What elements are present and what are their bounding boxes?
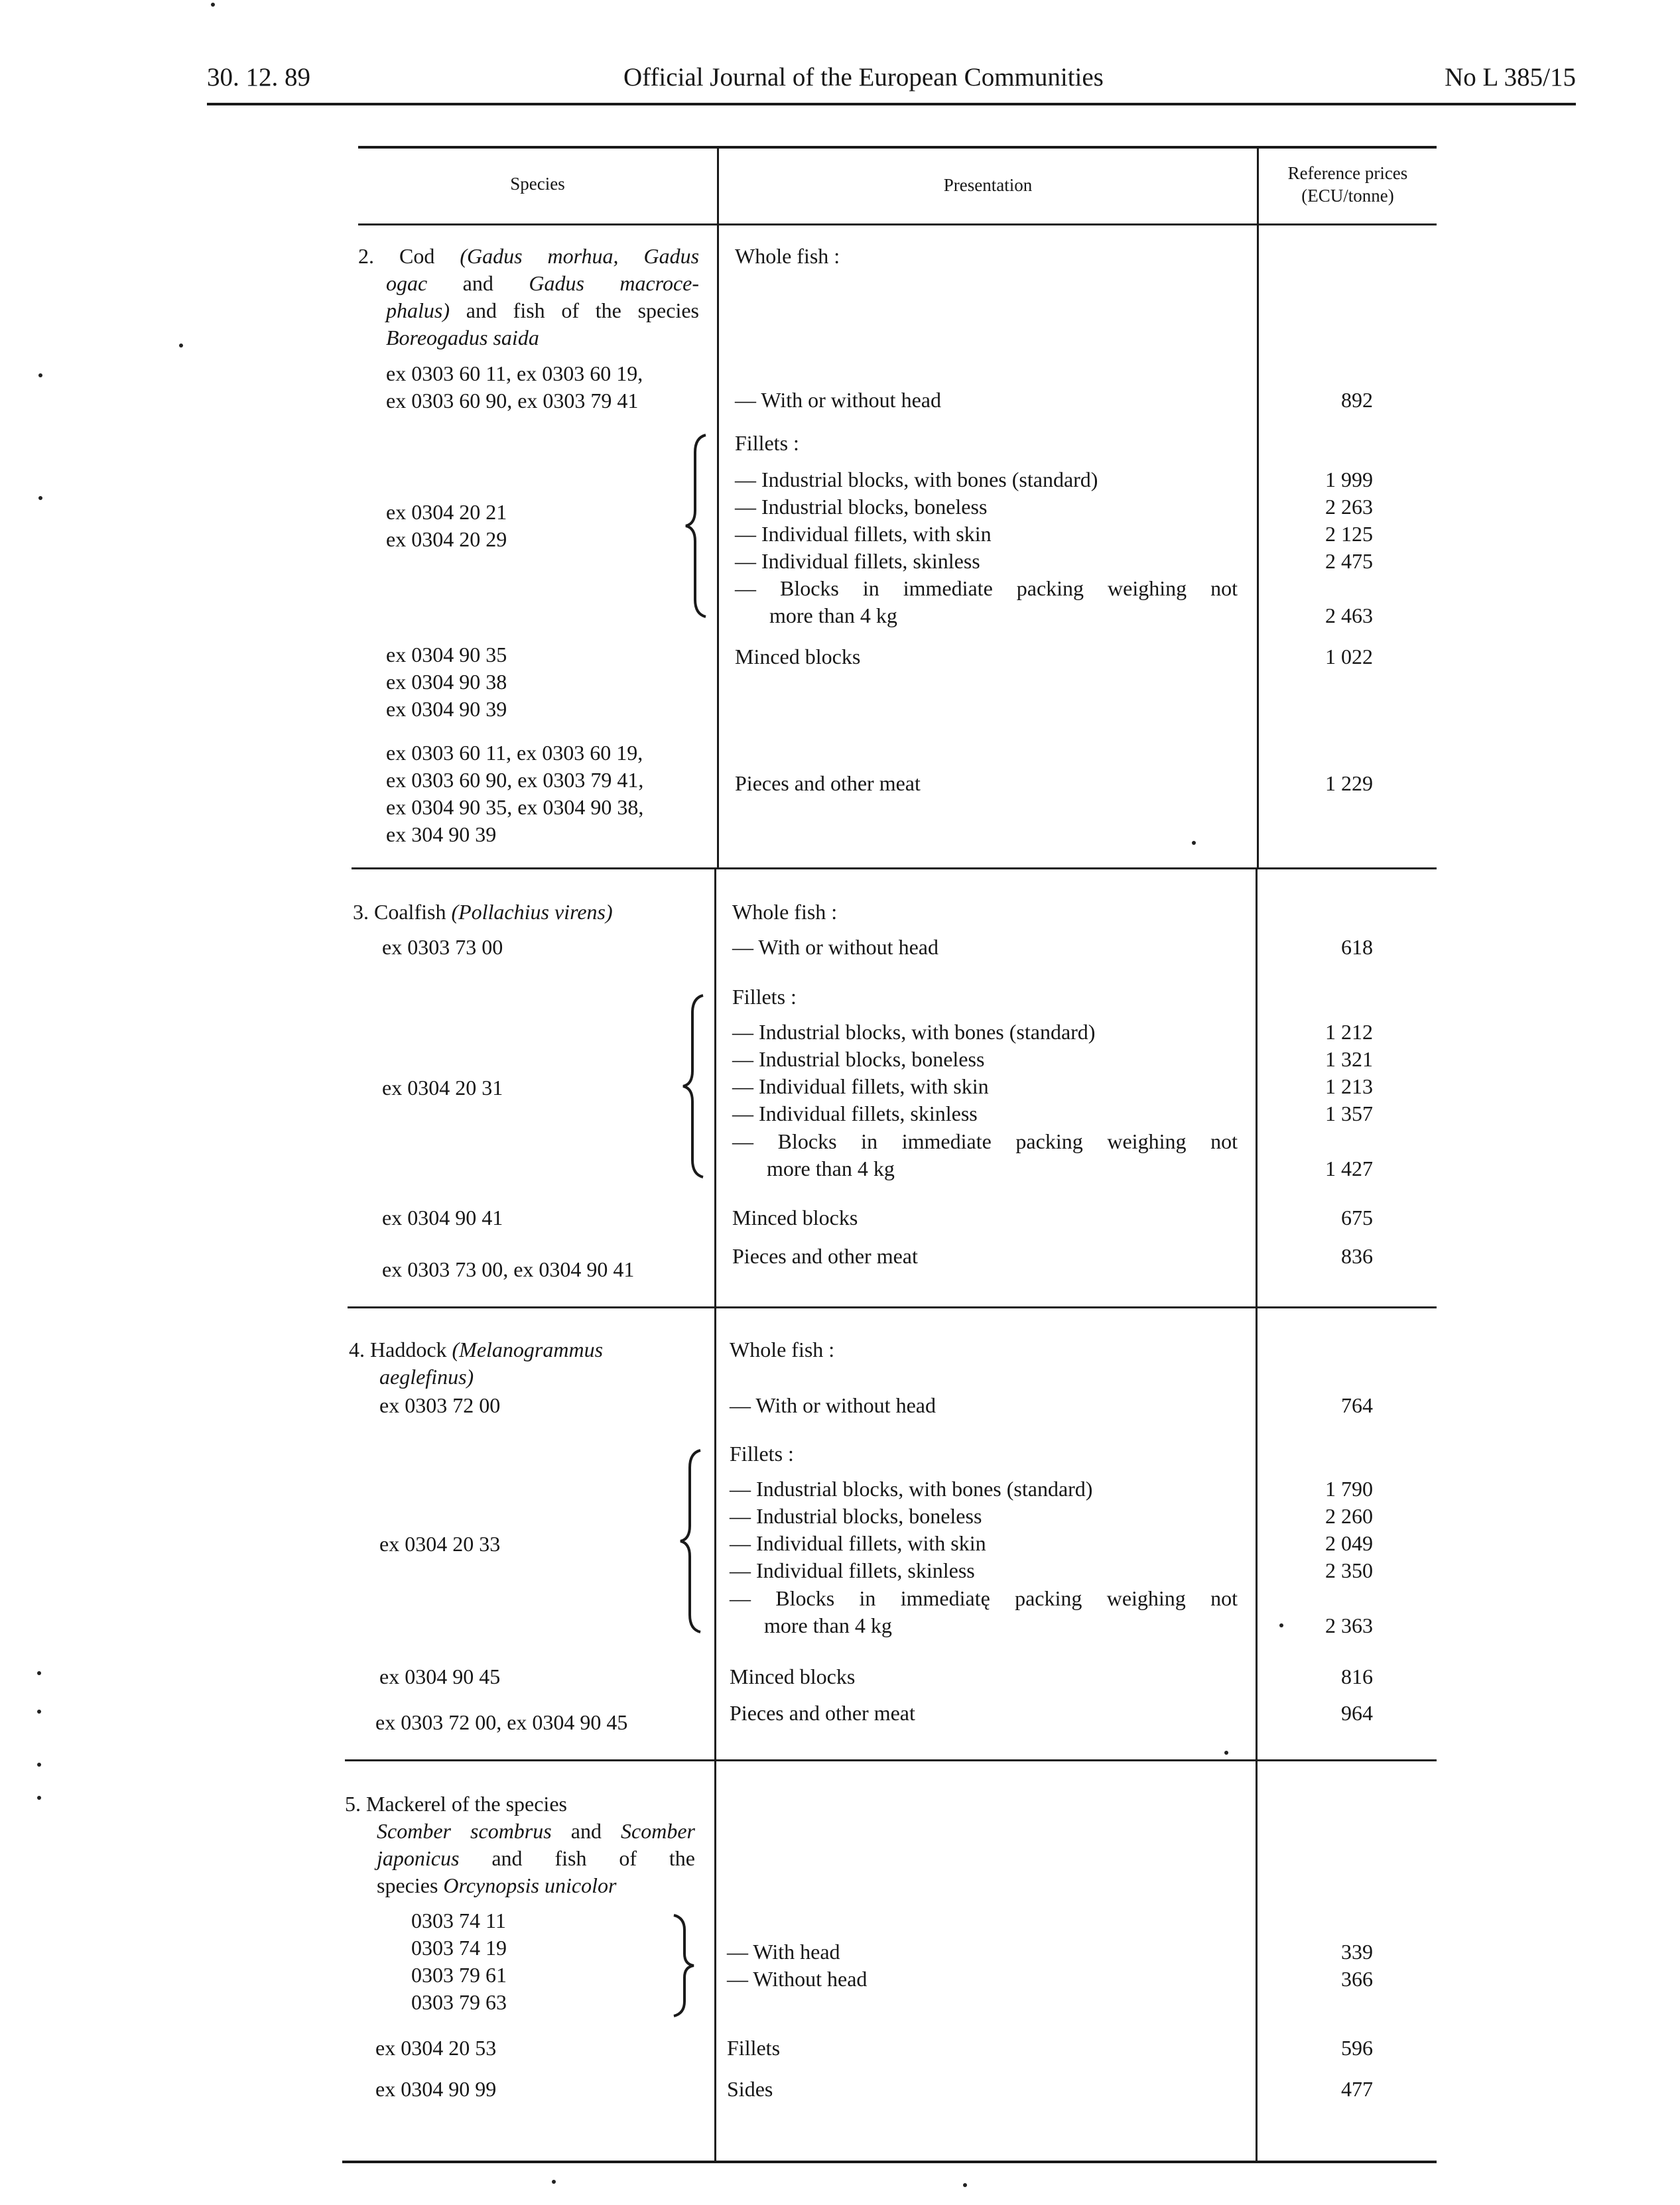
coalfish-code-fillets: ex 0304 20 31 bbox=[382, 1076, 503, 1100]
scan-speck bbox=[38, 373, 42, 377]
cn-code: 0303 74 11 bbox=[411, 1909, 506, 1932]
cn-code: 0303 79 61 bbox=[411, 1963, 507, 1987]
scan-speck bbox=[1279, 1623, 1283, 1627]
cod-blocks-item-2: more than 4 kg bbox=[769, 603, 897, 627]
scan-speck bbox=[37, 1796, 41, 1800]
cn-code: ex 0303 60 11, ex 0303 60 19, bbox=[386, 361, 643, 385]
coalfish-latin: (Pollachius virens) bbox=[451, 900, 613, 924]
coalfish-code-whole: ex 0303 73 00 bbox=[382, 935, 503, 959]
list-item: — Individual fillets, skinless bbox=[730, 1558, 975, 1582]
list-item: — Blocks in immediatę packing weighing not bbox=[730, 1586, 1238, 1610]
price-value: 2 125 bbox=[1325, 522, 1373, 546]
haddock-label: 4. Haddock bbox=[349, 1338, 447, 1361]
haddock-fillets: Fillets : bbox=[730, 1442, 794, 1466]
cod-price-head: 892 bbox=[1341, 388, 1373, 412]
price-value: 1 321 bbox=[1325, 1047, 1373, 1071]
haddock-price-head: 764 bbox=[1341, 1393, 1373, 1417]
header-date: 30. 12. 89 bbox=[207, 63, 310, 92]
cod-minced: Minced blocks bbox=[735, 645, 861, 668]
list-item: — Individual fillets, with skin bbox=[730, 1531, 986, 1555]
mackerel-species-name bbox=[345, 1791, 695, 1899]
coalfish-blocks-item bbox=[732, 1128, 1238, 1155]
cod-species-name bbox=[358, 243, 699, 351]
table-header-rule bbox=[358, 223, 1437, 225]
cod-pieces-price: 1 229 bbox=[1325, 771, 1373, 795]
haddock-pieces: Pieces and other meat bbox=[730, 1701, 915, 1725]
cod-fillet-list bbox=[735, 466, 1098, 575]
mackerel-fillets-price: 596 bbox=[1341, 2036, 1373, 2060]
journal-title: Official Journal of the European Communities bbox=[623, 63, 1104, 92]
coalfish-pieces-price: 836 bbox=[1341, 1244, 1373, 1268]
price-value: 1 790 bbox=[1325, 1477, 1373, 1501]
section-rule-2 bbox=[348, 1306, 1437, 1308]
mackerel-fillets: Fillets bbox=[727, 2036, 781, 2060]
cn-code: ex 0304 90 35, ex 0304 90 38, bbox=[386, 795, 644, 819]
coalfish-pieces: Pieces and other meat bbox=[732, 1244, 918, 1268]
haddock-whole-fish: Whole fish : bbox=[730, 1338, 835, 1361]
brace-icon bbox=[678, 1448, 704, 1635]
haddock-blocks-price: 2 363 bbox=[1325, 1613, 1373, 1637]
coalfish-label: 3. Coalfish bbox=[353, 900, 446, 924]
page-number: No L 385/15 bbox=[1445, 63, 1576, 92]
list-item: — Blocks in immediate packing weighing not bbox=[735, 576, 1238, 600]
coalfish-fillet-prices bbox=[1200, 1019, 1373, 1127]
mackerel-and: and bbox=[570, 1819, 602, 1843]
mackerel-code-sides: ex 0304 90 99 bbox=[375, 2077, 497, 2101]
cn-code: ex 0303 60 11, ex 0303 60 19, bbox=[386, 741, 643, 765]
coalfish-code-minced: ex 0304 90 41 bbox=[382, 1206, 503, 1229]
cod-codes-fillets bbox=[386, 499, 507, 553]
mackerel-price-without-head: 366 bbox=[1341, 1967, 1373, 1991]
mackerel-sides: Sides bbox=[727, 2077, 773, 2101]
table-top-rule bbox=[358, 146, 1437, 149]
scan-speck bbox=[37, 1671, 41, 1675]
mackerel-sides-price: 477 bbox=[1341, 2077, 1373, 2101]
scan-speck bbox=[1192, 841, 1196, 845]
cod-latin-2: ogac bbox=[386, 271, 428, 295]
list-item: — Individual fillets, with skin bbox=[735, 522, 992, 546]
price-value: 2 260 bbox=[1325, 1504, 1373, 1528]
cn-code: 0303 79 63 bbox=[411, 1990, 507, 2014]
header-rule bbox=[207, 103, 1576, 105]
cod-blocks-price: 2 463 bbox=[1325, 603, 1373, 627]
list-item: — Industrial blocks, with bones (standard) bbox=[732, 1020, 1096, 1044]
cn-code: ex 0304 90 39 bbox=[386, 697, 507, 721]
scan-speck bbox=[211, 3, 215, 7]
column-header-species: Species bbox=[510, 174, 565, 194]
coalfish-blocks-item-2: more than 4 kg bbox=[767, 1157, 895, 1180]
haddock-blocks-item bbox=[730, 1585, 1238, 1612]
cn-code: ex 0304 90 38 bbox=[386, 670, 507, 694]
cod-blocks-item bbox=[735, 575, 1238, 602]
coalfish-minced-price: 675 bbox=[1341, 1206, 1373, 1229]
price-value: 2 475 bbox=[1325, 549, 1373, 573]
list-item: — Individual fillets, with skin bbox=[732, 1074, 989, 1098]
cod-fillets: Fillets : bbox=[735, 431, 799, 455]
price-value: 2 049 bbox=[1325, 1531, 1373, 1555]
mackerel-price-with-head: 339 bbox=[1341, 1940, 1373, 1964]
haddock-blocks-item-2: more than 4 kg bbox=[764, 1613, 892, 1637]
cod-pieces: Pieces and other meat bbox=[735, 771, 921, 795]
haddock-latin-2: aeglefinus) bbox=[379, 1365, 474, 1389]
list-item: — Individual fillets, skinless bbox=[735, 549, 980, 573]
cod-codes-pieces bbox=[386, 739, 643, 848]
price-value: 1 212 bbox=[1325, 1020, 1373, 1044]
mackerel-with-head: — With head bbox=[727, 1940, 840, 1964]
cn-code: ex 0303 60 90, ex 0303 79 41, bbox=[386, 768, 644, 792]
haddock-with-or-without-head: — With or without head bbox=[730, 1393, 936, 1417]
price-value: 2 350 bbox=[1325, 1558, 1373, 1582]
list-item: — Industrial blocks, with bones (standard) bbox=[730, 1477, 1093, 1501]
cod-species-text: and fish of the species bbox=[466, 298, 700, 322]
coalfish-with-or-without-head: — With or without head bbox=[732, 935, 938, 959]
brace-icon bbox=[670, 1913, 696, 2019]
mackerel-latin-4: Orcynopsis unicolor bbox=[443, 1873, 617, 1897]
column-header-presentation: Presentation bbox=[943, 175, 1033, 195]
brace-icon bbox=[680, 993, 707, 1180]
list-item: — Individual fillets, skinless bbox=[732, 1102, 978, 1125]
price-value: 1 213 bbox=[1325, 1074, 1373, 1098]
mackerel-latin-2: Scomber bbox=[621, 1819, 695, 1843]
scan-speck bbox=[963, 2183, 967, 2187]
coalfish-price-head: 618 bbox=[1341, 935, 1373, 959]
cod-latin-3: Gadus macroce- bbox=[529, 271, 700, 295]
section-rule-1 bbox=[352, 867, 1437, 869]
cod-latin-4: phalus) bbox=[386, 298, 450, 322]
haddock-code-pieces: ex 0303 72 00, ex 0304 90 45 bbox=[375, 1710, 628, 1734]
price-header-line1: Reference prices bbox=[1287, 163, 1408, 183]
scan-speck bbox=[179, 344, 183, 347]
cn-code: ex 0303 60 90, ex 0303 79 41 bbox=[386, 389, 639, 412]
list-item: — Industrial blocks, with bones (standard) bbox=[735, 468, 1098, 491]
cod-with-or-without-head: — With or without head bbox=[735, 388, 941, 412]
mackerel-label: 5. Mackerel of the species bbox=[345, 1792, 567, 1816]
haddock-fillet-list bbox=[730, 1476, 1092, 1584]
cod-label: 2. Cod bbox=[358, 244, 435, 268]
list-item: — Industrial blocks, boneless bbox=[735, 495, 988, 519]
list-item: — Blocks in immediate packing weighing not bbox=[732, 1129, 1238, 1153]
cod-fillet-prices bbox=[1200, 466, 1373, 575]
cn-code: ex 0304 20 29 bbox=[386, 527, 507, 551]
cod-latin-1: (Gadus morhua, Gadus bbox=[460, 244, 700, 268]
haddock-latin-1: (Melanogrammus bbox=[452, 1338, 604, 1361]
scan-speck bbox=[552, 2180, 556, 2184]
coalfish-species-name bbox=[353, 899, 613, 926]
brace-icon bbox=[683, 432, 710, 619]
haddock-code-minced: ex 0304 90 45 bbox=[379, 1665, 501, 1688]
column-divider-1 bbox=[717, 146, 719, 869]
cn-code: 0303 74 19 bbox=[411, 1936, 507, 1960]
column-header-price bbox=[1259, 162, 1437, 207]
cn-code: ex 0304 20 21 bbox=[386, 500, 507, 524]
cn-code: ex 304 90 39 bbox=[386, 822, 497, 846]
haddock-species-name bbox=[349, 1336, 603, 1391]
price-value: 2 263 bbox=[1325, 495, 1373, 519]
haddock-minced-price: 816 bbox=[1341, 1665, 1373, 1688]
mackerel-species-word: species bbox=[377, 1873, 438, 1897]
table-bottom-rule bbox=[342, 2161, 1437, 2163]
haddock-code-whole: ex 0303 72 00 bbox=[379, 1393, 501, 1417]
section-rule-3 bbox=[345, 1759, 1437, 1761]
cn-code: ex 0304 90 35 bbox=[386, 643, 507, 666]
cod-whole-fish: Whole fish : bbox=[735, 244, 840, 268]
cod-minced-price: 1 022 bbox=[1325, 645, 1373, 668]
mackerel-latin-3: japonicus bbox=[377, 1846, 460, 1870]
coalfish-blocks-price: 1 427 bbox=[1325, 1157, 1373, 1180]
haddock-code-fillets: ex 0304 20 33 bbox=[379, 1532, 501, 1556]
haddock-minced: Minced blocks bbox=[730, 1665, 856, 1688]
scan-speck bbox=[37, 1763, 41, 1767]
cod-latin-5: Boreogadus saida bbox=[386, 326, 539, 349]
price-value: 1 999 bbox=[1325, 468, 1373, 491]
haddock-pieces-price: 964 bbox=[1341, 1701, 1373, 1725]
price-value: 1 357 bbox=[1325, 1102, 1373, 1125]
scan-speck bbox=[37, 1710, 41, 1714]
list-item: — Industrial blocks, boneless bbox=[730, 1504, 982, 1528]
mackerel-latin-1: Scomber scombrus bbox=[377, 1819, 552, 1843]
cod-and: and bbox=[462, 271, 493, 295]
column-divider-1b bbox=[714, 869, 716, 2162]
cod-codes-minced bbox=[386, 641, 507, 723]
coalfish-fillets: Fillets : bbox=[732, 985, 797, 1009]
mackerel-codes bbox=[411, 1907, 507, 2016]
mackerel-species-text: and fish of the bbox=[491, 1846, 696, 1870]
list-item: — Industrial blocks, boneless bbox=[732, 1047, 985, 1071]
cod-codes-whole bbox=[386, 360, 643, 414]
scan-speck bbox=[1224, 1751, 1228, 1755]
coalfish-fillet-list bbox=[732, 1019, 1095, 1127]
scan-speck bbox=[38, 496, 42, 500]
coalfish-whole-fish: Whole fish : bbox=[732, 900, 838, 924]
price-header-line2: (ECU/tonne) bbox=[1301, 186, 1394, 206]
coalfish-minced: Minced blocks bbox=[732, 1206, 858, 1229]
mackerel-code-fillets: ex 0304 20 53 bbox=[375, 2036, 497, 2060]
coalfish-code-pieces: ex 0303 73 00, ex 0304 90 41 bbox=[382, 1257, 635, 1281]
mackerel-without-head: — Without head bbox=[727, 1967, 868, 1991]
haddock-fillet-prices bbox=[1200, 1476, 1373, 1584]
